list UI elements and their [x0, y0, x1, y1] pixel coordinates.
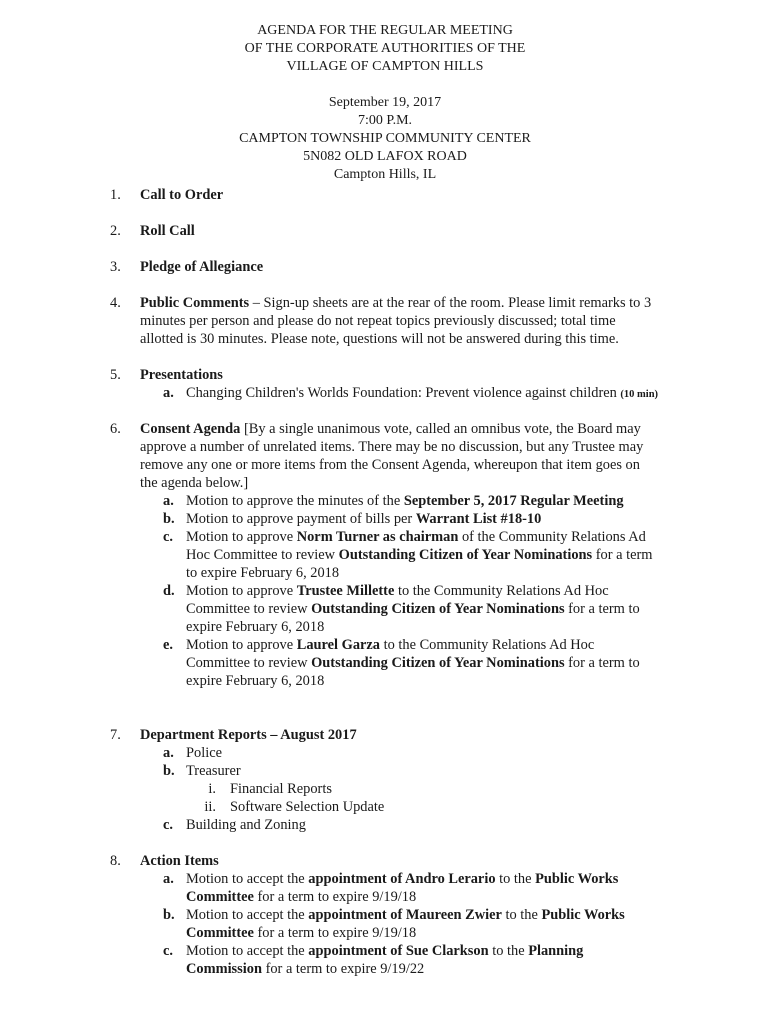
subitem-text: for a term: [592, 547, 653, 563]
meeting-city: Campton Hills, IL: [333, 167, 437, 182]
subitem-text: for a term to expire 9/19/18: [253, 889, 417, 905]
item-number: 8.: [110, 853, 121, 869]
agenda-list: [110, 186, 680, 978]
subitem-text: for a term to expire 9/19/22: [261, 961, 425, 977]
subitem-bold: Committee: [186, 889, 254, 905]
subitem-consent-d: [140, 582, 680, 636]
agenda-item-department-reports: [110, 726, 680, 852]
subitem-building-zoning: [140, 816, 680, 834]
agenda-heading: [0, 22, 770, 76]
subitem-text: Hoc Committee to review: [186, 547, 339, 563]
subitem-label: c.: [163, 943, 173, 959]
subitem-police: [140, 744, 680, 762]
subitem-label: a.: [163, 871, 174, 887]
subitem-treasurer: [140, 762, 680, 816]
subitem-text: expire February 6, 2018: [186, 619, 325, 635]
subitem-text: to the Community Relations Ad Hoc: [380, 637, 595, 653]
roman-label: i.: [208, 781, 216, 797]
subitem-text: Changing Children's Worlds Foundation: Prevent violence against children: [186, 385, 621, 401]
subitem-bold: Public Works: [541, 907, 625, 923]
subitem-label: b.: [163, 511, 175, 527]
subitem-bold: appointment of Andro Lerario: [308, 871, 496, 887]
subitem-bold: Planning: [528, 943, 584, 959]
subitem-text: for a term to: [564, 601, 640, 617]
subitem-label: a.: [163, 493, 174, 509]
subitem-text: Motion to accept the: [186, 943, 309, 959]
subitem-text: for a term to: [564, 655, 640, 671]
subitem-label: a.: [163, 745, 174, 761]
subitem-bold: Warrant List #18-10: [415, 511, 542, 527]
subitem-label: b.: [163, 763, 175, 779]
subitem-label: d.: [163, 583, 175, 599]
subitem-bold: Outstanding Citizen of Year Nominations: [311, 655, 565, 671]
subitem-bold: September 5, 2017 Regular Meeting: [403, 493, 624, 509]
item-number: 5.: [110, 367, 121, 383]
subitem-consent-c: [140, 528, 680, 582]
subitem-consent-b: [140, 510, 680, 528]
subitem-text: Committee to review: [186, 601, 312, 617]
subitem-action-a: [140, 870, 680, 906]
subitem-text: Motion to accept the: [186, 871, 309, 887]
subitem-text: to the: [495, 871, 536, 887]
agenda-item-public-comments: [110, 294, 680, 366]
subitem-text: expire February 6, 2018: [186, 673, 325, 689]
subitem-text: Motion to approve the minutes of the: [186, 493, 404, 509]
subitem-text: Committee to review: [186, 655, 312, 671]
item-text: [By a single unanimous vote, called an omnibus vote, the Board may: [240, 421, 641, 437]
duration-note: (10 min): [620, 389, 659, 400]
subitem-text: Treasurer: [186, 763, 241, 779]
subitem-label: b.: [163, 907, 175, 923]
subitem-bold: appointment of Sue Clarkson: [308, 943, 489, 959]
subitem-presentation-a: [110, 384, 680, 404]
subitem-text: to the Community Relations Ad Hoc: [394, 583, 609, 599]
subitem-text: Police: [186, 745, 222, 761]
meeting-address: 5N082 OLD LAFOX ROAD: [303, 149, 467, 164]
item-text: minutes per person and please do not repeat topics previously discussed; total time: [140, 313, 616, 329]
item-number: 2.: [110, 223, 121, 239]
subitem-bold: appointment of Maureen Zwier: [308, 907, 502, 923]
agenda-item-roll-call: [110, 222, 680, 258]
roman-label: ii.: [204, 799, 216, 815]
subitem-bold: Outstanding Citizen of Year Nominations: [338, 547, 593, 563]
agenda-item-pledge: [110, 258, 680, 294]
subitem-bold: Laurel Garza: [296, 637, 380, 653]
item-text: approve a number of unrelated items. There may be no discussion, but any Trustee may: [140, 439, 644, 455]
subitem-software-selection: [140, 798, 680, 816]
item-title: Presentations: [140, 367, 223, 383]
subitem-text: to expire February 6, 2018: [186, 565, 340, 581]
subitem-bold: Commission: [186, 961, 262, 977]
roman-text: Software Selection Update: [230, 799, 385, 815]
agenda-item-call-to-order: [110, 186, 680, 222]
item-title: Department Reports – August 2017: [140, 727, 357, 743]
subitem-label: c.: [163, 529, 173, 545]
subitem-text: to the: [501, 907, 542, 923]
item-text: remove any one or more items from the Consent Agenda, whereupon that item goes on: [140, 457, 640, 473]
subitem-label: e.: [163, 637, 173, 653]
subitem-text: of the Community Relations Ad: [458, 529, 646, 545]
item-text: allotted is 30 minutes. Please note, questions will not be answered during this time.: [140, 331, 619, 347]
item-title: Public Comments: [140, 295, 250, 311]
item-title: Roll Call: [140, 223, 195, 239]
item-number: 7.: [110, 727, 121, 743]
subitem-bold: Public Works: [535, 871, 619, 887]
subitem-label: a.: [163, 385, 174, 401]
meeting-details: [0, 94, 770, 184]
subitem-financial-reports: [140, 780, 680, 798]
subitem-text: Building and Zoning: [186, 817, 306, 833]
item-number: 4.: [110, 295, 121, 311]
subitem-bold: Outstanding Citizen of Year Nominations: [311, 601, 565, 617]
subitem-bold: Committee: [186, 925, 254, 941]
item-text: – Sign-up sheets are at the rear of the room. Please limit remarks to 3: [249, 295, 652, 311]
meeting-time: 7:00 P.M.: [357, 113, 413, 128]
subitem-bold: Norm Turner as chairman: [296, 529, 459, 545]
subitem-text: Motion to approve: [186, 583, 297, 599]
meeting-venue: CAMPTON TOWNSHIP COMMUNITY CENTER: [239, 131, 531, 146]
subitem-action-c: [140, 942, 680, 978]
heading-line-3: VILLAGE OF CAMPTON HILLS: [286, 59, 484, 74]
subitem-text: Motion to approve: [186, 529, 297, 545]
item-number: 6.: [110, 421, 121, 437]
heading-line-2: OF THE CORPORATE AUTHORITIES OF THE: [244, 41, 526, 56]
subitem-text: Motion to approve: [186, 637, 297, 653]
item-title: Call to Order: [140, 187, 224, 203]
subitem-consent-e: [140, 636, 680, 690]
item-number: 1.: [110, 187, 121, 203]
subitem-bold: Trustee Millette: [296, 583, 395, 599]
item-number: 3.: [110, 259, 121, 275]
agenda-item-action-items: [110, 852, 680, 978]
item-title: Consent Agenda: [140, 421, 241, 437]
subitem-consent-a: [140, 492, 680, 510]
agenda-item-consent-agenda: [110, 420, 680, 726]
subitem-text: to the: [488, 943, 529, 959]
subitem-action-b: [140, 906, 680, 942]
item-text: the agenda below.]: [140, 475, 249, 491]
meeting-date: September 19, 2017: [328, 95, 442, 110]
item-title: Pledge of Allegiance: [140, 259, 264, 275]
subitem-text: for a term to expire 9/19/18: [253, 925, 417, 941]
subitem-text: Motion to accept the: [186, 907, 309, 923]
agenda-item-presentations: [110, 366, 680, 420]
subitem-text: Motion to approve payment of bills per: [186, 511, 416, 527]
subitem-label: c.: [163, 817, 173, 833]
heading-line-1: AGENDA FOR THE REGULAR MEETING: [257, 23, 513, 38]
item-title: Action Items: [140, 853, 219, 869]
roman-text: Financial Reports: [230, 781, 332, 797]
